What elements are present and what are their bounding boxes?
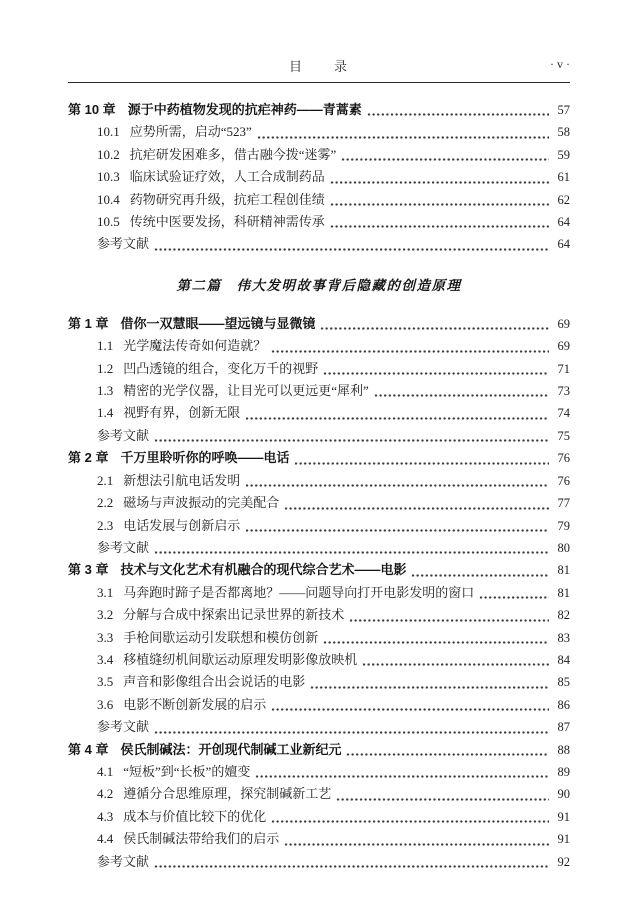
toc-entry-label: 第 3 章 — [68, 562, 109, 578]
toc-entry-title: 传统中医要发扬，科研精神需传承 — [129, 214, 325, 230]
toc-row — [68, 806, 570, 828]
toc-entry-label: 4.3 — [97, 808, 114, 824]
toc-entry-page: 82 — [557, 608, 570, 623]
dot-leader — [310, 685, 549, 690]
toc-row — [68, 380, 570, 402]
dot-leader — [271, 707, 549, 712]
dot-leader — [284, 842, 549, 847]
toc-entry-title: 移植缝纫机间歇运动原理发明影像放映机 — [123, 651, 358, 667]
toc-entry-title: 手枪间歇运动引发联想和模仿创新 — [123, 629, 319, 645]
toc-entry-title: 视野有界，创新无限 — [123, 405, 241, 421]
toc-entry-page: 92 — [557, 854, 570, 869]
toc-entry-page: 83 — [557, 630, 570, 645]
dot-leader — [349, 618, 549, 623]
toc-row — [68, 604, 570, 626]
toc-row — [68, 166, 570, 188]
toc-entry-title: 抗疟研发困难多，借古融今拨“迷雾” — [129, 146, 337, 162]
toc-row — [68, 627, 570, 649]
toc-row — [68, 761, 570, 783]
toc-entry-title: 应势所需，启动“523” — [129, 124, 252, 140]
running-head — [68, 56, 570, 76]
toc-entry-page: 80 — [557, 540, 570, 555]
toc-entry-page: 86 — [557, 697, 570, 712]
toc-entry-title: 马奔跑时蹄子是否都离地？——问题导向打开电影发明的窗口 — [123, 584, 475, 600]
toc-entry-label: 1.3 — [97, 383, 114, 399]
toc-row — [68, 425, 570, 447]
dot-leader — [154, 730, 549, 735]
toc-entry-title: 分解与合成中探索出记录世界的新技术 — [123, 607, 345, 623]
toc-entry-page: 87 — [557, 720, 570, 735]
toc-entry-page: 84 — [557, 652, 570, 667]
toc-row — [68, 694, 570, 716]
toc-entry-title: 参考文献 — [97, 853, 150, 869]
toc-row — [68, 515, 570, 537]
toc-entry-label: 第 1 章 — [68, 315, 109, 331]
dot-leader — [346, 752, 549, 757]
dot-leader — [154, 864, 549, 869]
dot-leader — [245, 483, 549, 488]
toc-entry-label: 4.4 — [97, 831, 114, 847]
dot-leader — [330, 224, 549, 229]
dot-leader — [323, 371, 549, 376]
dot-leader — [341, 157, 549, 162]
toc-entry-label: 3.4 — [97, 651, 114, 667]
toc-entry-title: 药物研究再升级，抗疟工程创佳绩 — [129, 191, 325, 207]
dot-leader — [284, 506, 549, 511]
toc-entry-page: 79 — [557, 518, 570, 533]
toc-row — [68, 582, 570, 604]
dot-leader — [367, 112, 549, 117]
toc-entry-label: 3.1 — [97, 584, 114, 600]
toc-entry-page: 88 — [557, 742, 570, 757]
toc-entry-title: 侯氏制碱法：开创现代制碱工业新纪元 — [120, 741, 342, 757]
toc-entry-title: 源于中药植物发现的抗疟神药——青蒿素 — [127, 102, 362, 117]
toc-row — [68, 358, 570, 380]
toc-row — [68, 335, 570, 357]
toc-entry-label: 4.2 — [97, 786, 114, 802]
toc-entry-label: 10.4 — [97, 191, 120, 207]
toc-entry-label: 10.1 — [97, 124, 120, 140]
toc-entry-page: 64 — [557, 237, 570, 252]
toc-row — [68, 716, 570, 738]
dot-leader — [330, 180, 549, 185]
dot-leader — [320, 326, 549, 331]
toc-row — [68, 739, 570, 761]
toc-entry-title: 参考文献 — [97, 236, 150, 252]
toc-entry-label: 2.2 — [97, 495, 114, 511]
dot-leader — [245, 416, 549, 421]
toc-entry-page: 69 — [557, 316, 570, 331]
toc-entry-title: 侯氏制碱法带给我们的启示 — [123, 831, 280, 847]
dot-leader — [374, 393, 549, 398]
dot-leader — [411, 573, 549, 578]
toc-entry-label: 1.2 — [97, 360, 114, 376]
toc-entry-page: 76 — [557, 473, 570, 488]
toc-entry-page: 81 — [557, 563, 570, 578]
toc-row — [68, 447, 570, 469]
toc-entry-page: 91 — [557, 832, 570, 847]
dot-leader — [271, 819, 549, 824]
toc-entry-page: 57 — [557, 103, 570, 117]
toc-entry-label: 第 2 章 — [68, 450, 109, 466]
toc-entry-label: 第 10 章 — [68, 102, 116, 117]
toc-row — [68, 144, 570, 166]
toc-entry-label: 3.3 — [97, 629, 114, 645]
toc-row — [68, 649, 570, 671]
toc-row — [68, 211, 570, 233]
toc-entry-page: 59 — [557, 147, 570, 162]
toc-row — [68, 470, 570, 492]
dot-leader — [154, 247, 549, 252]
toc-entry-page: 61 — [557, 170, 570, 185]
toc-entry-label: 4.1 — [97, 763, 114, 779]
toc-entry-page: 89 — [557, 764, 570, 779]
toc-entry-title: 参考文献 — [97, 719, 150, 735]
toc-entry-label: 1.4 — [97, 405, 114, 421]
toc-entry-title: 凹凸透镜的组合，变化万千的视野 — [123, 360, 319, 376]
toc-entry-page: 81 — [557, 585, 570, 600]
toc-entry-title: 电影不断创新发展的启示 — [123, 696, 267, 712]
dot-leader — [336, 797, 549, 802]
toc-entry-label: 2.3 — [97, 517, 114, 533]
toc-entry-label: 2.1 — [97, 472, 114, 488]
dot-leader — [245, 528, 549, 533]
toc-entry-page: 69 — [557, 339, 570, 354]
toc-entry-title: 技术与文化艺术有机融合的现代综合艺术——电影 — [120, 562, 407, 578]
dot-leader — [154, 550, 549, 555]
toc-row — [68, 851, 570, 873]
toc-entry-page: 58 — [557, 125, 570, 140]
toc-entry-label: 10.5 — [97, 214, 120, 230]
dot-leader — [479, 595, 549, 600]
dot-leader — [255, 774, 549, 779]
toc-row — [68, 828, 570, 850]
toc-row — [68, 537, 570, 559]
toc-row — [68, 99, 570, 121]
part-heading: 第二篇 伟大发明故事背后隐藏的创造原理 — [176, 277, 462, 293]
toc-entry-page: 64 — [557, 215, 570, 230]
toc-entry-page: 74 — [557, 406, 570, 421]
toc-entry-title: 磁场与声波振动的完美配合 — [123, 495, 280, 511]
toc-list — [68, 83, 570, 873]
toc-row — [68, 313, 570, 335]
toc-entry-page: 85 — [557, 675, 570, 690]
folio-page-number: · v · — [550, 57, 570, 71]
toc-entry-title: 千万里聆听你的呼唤——电话 — [120, 450, 290, 466]
toc-row — [68, 402, 570, 424]
dot-leader — [362, 662, 549, 667]
page-title: 目 录 — [288, 59, 349, 74]
dot-leader — [330, 202, 549, 207]
toc-entry-page: 91 — [557, 809, 570, 824]
dot-leader — [294, 461, 549, 466]
dot-leader — [154, 438, 549, 443]
toc-entry-title: 新想法引航电话发明 — [123, 472, 241, 488]
toc-row — [68, 783, 570, 805]
toc-entry-title: 临床试验证疗效，人工合成制药品 — [129, 169, 325, 185]
dot-leader — [323, 640, 549, 645]
toc-entry-label: 3.6 — [97, 696, 114, 712]
toc-row — [68, 492, 570, 514]
toc-entry-page: 76 — [557, 451, 570, 466]
toc-entry-title: “短板”到“长板”的嬗变 — [123, 763, 251, 779]
toc-entry-label: 第 4 章 — [68, 741, 109, 757]
toc-entry-page: 75 — [557, 428, 570, 443]
toc-entry-page: 62 — [557, 192, 570, 207]
toc-entry-title: 声音和影像组合出会说话的电影 — [123, 674, 306, 690]
dot-leader — [271, 349, 549, 354]
toc-entry-title: 遵循分合思维原理，探究制碱新工艺 — [123, 786, 332, 802]
toc-row — [68, 671, 570, 693]
toc-entry-title: 精密的光学仪器，让目光可以更远更“犀利” — [123, 383, 369, 399]
toc-row — [68, 121, 570, 143]
toc-entry-title: 电话发展与创新启示 — [123, 517, 241, 533]
toc-entry-label: 3.2 — [97, 607, 114, 623]
toc-entry-page: 77 — [557, 496, 570, 511]
toc-entry-title: 成本与价值比较下的优化 — [123, 808, 267, 824]
toc-entry-page: 71 — [557, 361, 570, 376]
toc-entry-label: 3.5 — [97, 674, 114, 690]
toc-entry-title: 参考文献 — [97, 539, 150, 555]
toc-entry-label: 10.3 — [97, 169, 120, 185]
dot-leader — [257, 135, 549, 140]
toc-entry-label: 1.1 — [97, 338, 114, 354]
toc-row — [68, 559, 570, 581]
toc-entry-title: 参考文献 — [97, 427, 150, 443]
toc-entry-page: 90 — [557, 787, 570, 802]
toc-entry-label: 10.2 — [97, 146, 120, 162]
toc-entry-page: 73 — [557, 384, 570, 399]
toc-row — [68, 189, 570, 211]
toc-row — [68, 233, 570, 255]
toc-entry-title: 借你一双慧眼——望远镜与显微镜 — [120, 315, 316, 331]
toc-entry-title: 光学魔法传奇如何造就？ — [123, 338, 267, 354]
